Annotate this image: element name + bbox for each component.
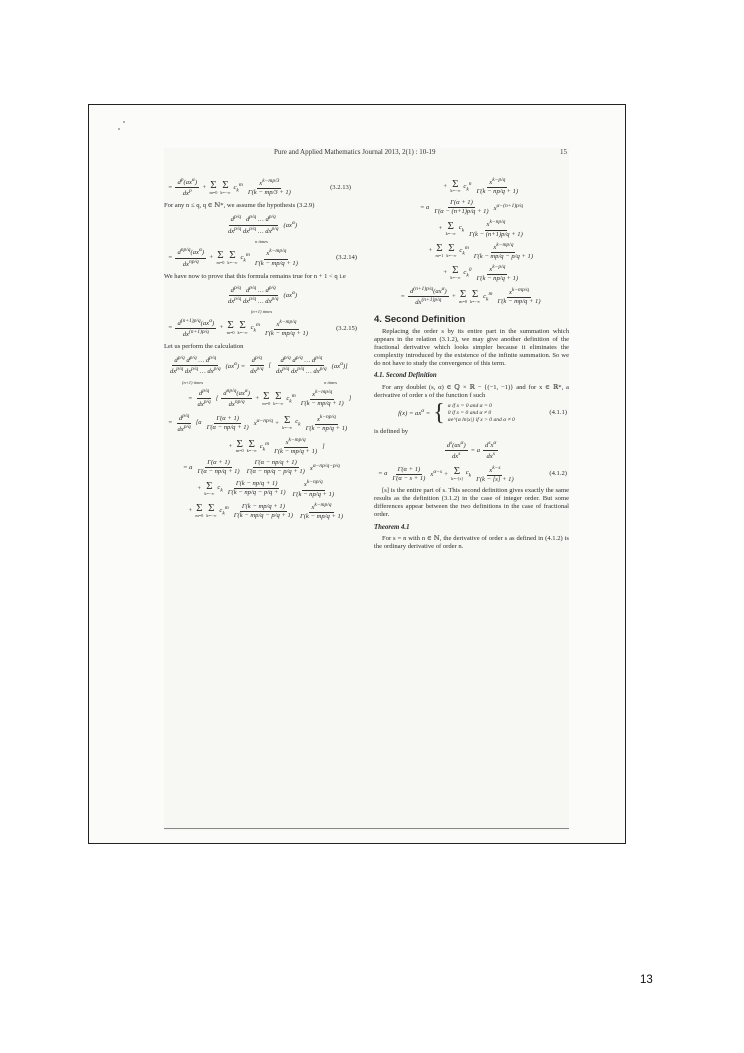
subsection-title: 4.1. Second Definition	[374, 372, 437, 380]
eq-number: (4.1.2)	[549, 470, 567, 478]
subsection-paragraph: For any doublet (s, α) ∈ ℚ × ℝ − {(−1, −1)} and for x ∈ ℝ*, a derivative of order s of the function f such	[374, 383, 569, 399]
case-line: 0 if x = 0 and α ≠ 0	[447, 409, 492, 416]
n-plus-one-times-label: (n+1) times	[182, 379, 204, 385]
theorem-title: Theorem 4.1	[374, 524, 410, 532]
text-calculation: Let us perform the calculation	[164, 343, 244, 351]
right-column	[374, 174, 569, 554]
eq-number: (3.2.13)	[330, 183, 351, 191]
equation-continued-4: + Σ m=1 Σ k=−∞ $c_k^m$ $\frac{x^{k-mp/q}}{\Gamma(k - mp/q - p/q + 1)}$	[427, 241, 534, 260]
eq-number: (4.1.1)	[549, 409, 567, 417]
n-times-label: n times	[255, 238, 268, 244]
theorem-text: For s = n with n ∈ ℕ, the derivative of order s as defined in (4.1.2) is the ordinary derivative of order n.	[374, 535, 569, 551]
equation-calc-step-1: $\frac{d^{p/q} d^{p/q} \dots d^{p/q}}{dx^{p/q} dx^{p/q} \dots dx^{p/q}}$ $(ax^\alpha)$ = $\frac{d^{p/q}}{dx^{p/q}}$ [ $\frac{d^{p/q} d^{p/q} \dots d^{p/q}}{dx^{p/q} dx^{p/q} \dots dx^{p/q}}$ $(ax^\alpha)$]	[170, 355, 348, 376]
eq-number: (3.2.14)	[336, 254, 357, 262]
text-hypothesis: For any n ≤ q, q ∈ ℕ*, we assume the hypothesis (3.2.9)	[164, 202, 315, 210]
scan-speck	[123, 121, 125, 123]
journal-header: Pure and Applied Mathematics Journal 2013, 2(1) : 10-19	[274, 148, 436, 156]
case-line: α if x = 0 and α = 0	[447, 402, 492, 409]
equation-induction-operator: $\frac{d^{p/q} d^{p/q} \dots d^{p/q}}{dx^{p/q} dx^{p/q} \dots dx^{p/q}}$ $(ax^\alpha)$	[227, 284, 298, 306]
equation-hypothesis-operator: $\frac{d^{p/q} d^{p/q} \dots d^{p/q}}{dx^{p/q} dx^{p/q} \dots dx^{p/q}}$ $(ax^\alpha)$	[227, 214, 298, 235]
equation-continued-5: + Σ k=−∞ $c_k^0$ $\frac{x^{k-p/q}}{\Gamma(k - np/q + 1)}$	[442, 263, 519, 283]
equation-calc-step-5: = a $\frac{\Gamma(\alpha + 1)}{\Gamma(\alpha - np/q + 1)}$ $\frac{\Gamma(\alpha - np/q + 1)}{\Gamma(\alpha - np/q - p/q + 1)}$ $x^{\alpha-np/q-p/q}$	[183, 459, 340, 476]
equation-continued-2: = a $\frac{\Gamma(\alpha + 1)}{\Gamma(\alpha - (n+1)p/q + 1)}$ $x^{\alpha-(n+1)p/q}$	[419, 199, 524, 216]
equation-3-2-13: = $\frac{d^p(ax^\alpha)}{dx^p}$ + Σ m=0 Σ k=−∞ $c_k^m$ $\frac{x^{k-mp/3}}{\Gamma(k - mp/3 + 1)}$ (3.2.13)	[168, 177, 351, 198]
equation-3-2-14: = $\frac{d^{np/q}(ax^\alpha)}{dx^{np/q}}$ + Σ m=0 Σ k=−∞ $c_k^m$ $\frac{x^{k-mp/q}}{\Gamma(k - mp/q + 1)}$ (3.2.14)	[168, 247, 357, 268]
equation-continued-6: = $\frac{d^{(n+1)p/q}(ax^\alpha)}{dx^{(n+1)p/q}}$ + Σ m=0 Σ k=−∞ $c_k^m$ $\frac{x^{k-mp/q}}{\Gamma(k - mp/q + 1)}$	[400, 286, 541, 307]
equation-4-1-1: $f(x) = ax^\alpha$ = { α if x = 0 and α = 0 0 if x = 0 and α ≠ 0 αe^{α ln|x|} if x > 0 and α ≠ 0 (4.1.1)	[398, 399, 567, 426]
equation-calc-step-6: + Σ k=−∞ $c_k$ $\frac{\Gamma(k - np/q + 1)}{\Gamma(k - np/q - p/q + 1)}$ $\frac{x^{k-np/q}}{\Gamma(k - np/q + 1)}$	[196, 479, 335, 498]
equation-calc-step-7: + Σ m=0 Σ k=−∞ $c_k^m$ $\frac{\Gamma(k - mp/q + 1)}{\Gamma(k - mp/q - p/q + 1)}$ $\frac{x^{k-mp/q}}{\Gamma(k - mp/q + 1)}$	[187, 501, 344, 520]
n-plus-one-times-label: (n+1) times	[250, 309, 273, 315]
equation-calc-step-2: = $\frac{d^{p/q}}{dx^{p/q}}$ [ $\frac{d^{np/q}(ax^\alpha)}{dx^{np/q}}$ + Σ m=0 Σ k=−∞ $c_k^m$ $\frac{x^{k-mp/q}}{\Gamma(k - mp/q + 1)}$ ]	[188, 388, 352, 409]
page-number: 13	[640, 974, 653, 986]
journal-page-number: 15	[560, 148, 567, 156]
section-paragraph: Replacing the order s by its entire part in the summation which appears in the relation (3.1.2), we may give another definition of the fractional derivative which looks simpler because it eliminates the complexity introduced by the existence of the infinite summation. So we do not have to study the convergence of this term.	[374, 328, 569, 368]
text-prove: We have now to prove that this formula remains true for n + 1 < q i.e	[164, 272, 346, 280]
equation-4-1-2: = a $\frac{\Gamma(\alpha + 1)}{\Gamma(\alpha - s + 1)}$ $x^{\alpha-s}$ + Σ k=−[s] $c_k$ $\frac{x^{k-s}}{\Gamma(k - [s] + 1)}$ (4.1.2)	[378, 464, 567, 483]
equation-continued-1: + Σ k=−∞ $c_k^n$ $\frac{x^{k-p/q}}{\Gamma(k - np/q + 1)}$	[442, 177, 519, 196]
page-bottom-rule	[164, 828, 569, 829]
n-times-label: n times	[324, 379, 337, 385]
scan-speck	[118, 128, 120, 130]
equation-continued-3: + Σ k=−∞ $c_k$ $\frac{x^{k-np/q}}{\Gamma(k - (n+1)p/q + 1)}$	[438, 219, 523, 238]
equation-definition: $\frac{d^s(ax^\alpha)}{dx^s}$ = a $\frac{d^sx^\alpha}{dx^s}$	[446, 440, 497, 461]
left-column	[164, 174, 359, 524]
journal-page	[164, 148, 569, 831]
eq-number: (3.2.15)	[336, 324, 357, 332]
equation-3-2-15: = $\frac{d^{(n+1)p/q}(ax^\alpha)}{dx^{(n+1)p/q}}$ + Σ m=0 Σ k=−∞ $c_k^m$ $\frac{x^{k-mp/q}}{\Gamma(k - mp/q + 1)}$ (3.2.15)	[168, 317, 357, 339]
equation-calc-step-4: + Σ m=0 Σ k=−∞ $c_k^m$ $\frac{x^{k-mp/q}}{\Gamma(k - mp/q + 1)}$ ]	[228, 437, 325, 456]
text-defined-by: is defined by	[374, 428, 409, 436]
section-title: 4. Second Definition	[374, 313, 466, 325]
entire-part-paragraph: [s] is the entire part of s. This second definition gives exactly the same results as the definition (3.1.2) in the case of integer order. But some differences appear between the two definitions in the case of fractional order.	[374, 486, 569, 518]
case-line: αe^{α ln|x|} if x > 0 and α ≠ 0	[447, 416, 515, 423]
equation-calc-step-3: = $\frac{d^{p/q}}{dx^{p/q}}$ [a $\frac{\Gamma(\alpha + 1)}{\Gamma(\alpha - np/q + 1)}$ $x^{\alpha-np/q}$ + Σ k=−∞ $c_k$ $\frac{x^{k-np/q}}{\Gamma(k - np/q + 1)}$	[168, 412, 348, 434]
